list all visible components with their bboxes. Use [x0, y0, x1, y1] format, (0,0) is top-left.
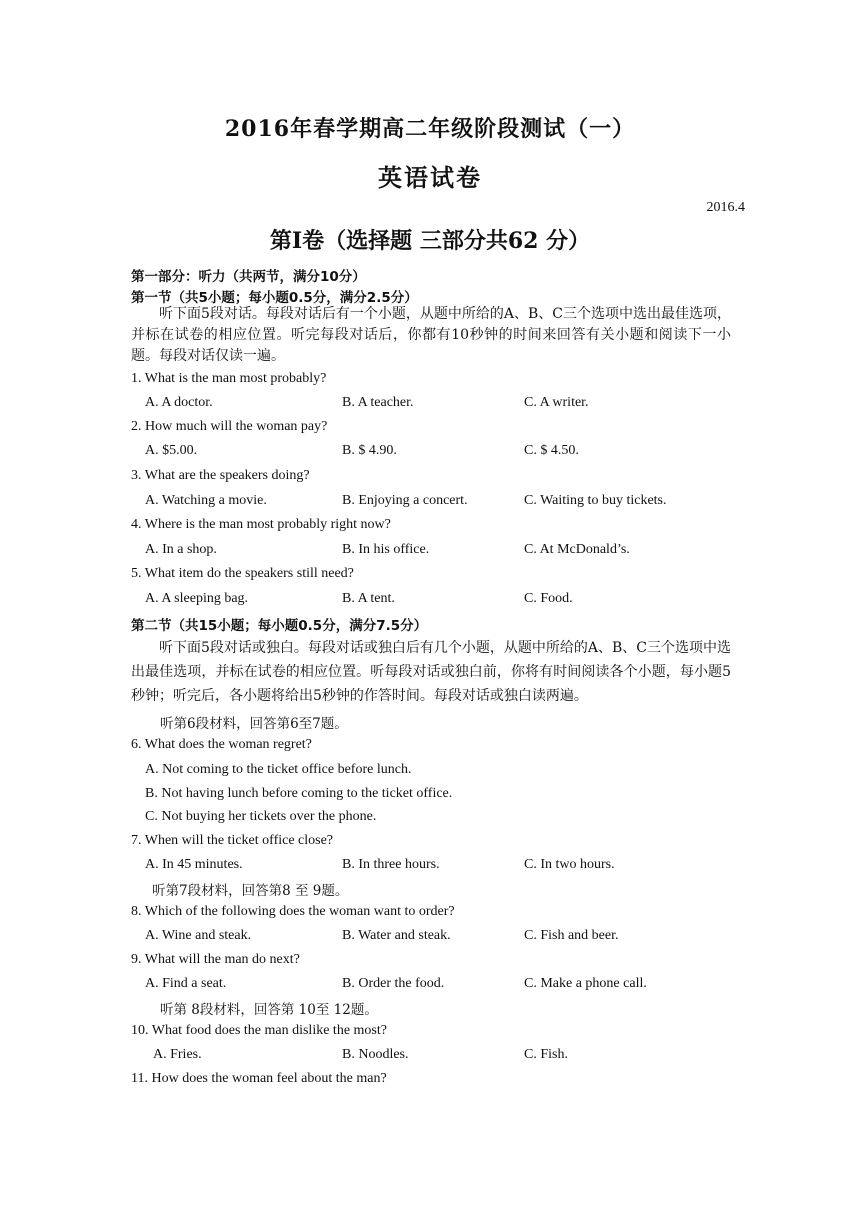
question-4: 4. Where is the man most probably right now?	[131, 517, 391, 532]
q3-option-c: C. Waiting to buy tickets.	[524, 493, 667, 508]
volume-title: 第Ⅰ卷（选择题 三部分共62 分）	[269, 228, 591, 254]
q7-option-c: C. In two hours.	[524, 857, 615, 872]
q9-option-a: A. Find a seat.	[145, 976, 227, 991]
q1-option-c: C. A writer.	[524, 395, 589, 410]
question-10: 10. What food does the man dislike the most?	[131, 1023, 387, 1038]
part1-heading: 第一部分：听力（共两节，满分10分）	[131, 269, 366, 285]
q8-option-a: A. Wine and steak.	[145, 928, 252, 943]
q5-option-a: A. A sleeping bag.	[145, 591, 249, 606]
q9-option-b: B. Order the food.	[342, 976, 445, 991]
q3-option-b: B. Enjoying a concert.	[342, 493, 468, 508]
q2-option-b: B. $ 4.90.	[342, 443, 397, 458]
exam-subtitle: 英语试卷	[378, 163, 482, 192]
q9-option-c: C. Make a phone call.	[524, 976, 647, 991]
question-1: 1. What is the man most probably?	[131, 371, 327, 386]
q7-option-a: A. In 45 minutes.	[145, 857, 243, 872]
q3-option-a: A. Watching a movie.	[145, 493, 267, 508]
question-8: 8. Which of the following does the woman want to order?	[131, 904, 455, 919]
q5-option-c: C. Food.	[524, 591, 573, 606]
q4-option-a: A. In a shop.	[145, 542, 217, 557]
section1-heading: 第一节（共5小题；每小题0.5分，满分2.5分）	[131, 290, 418, 306]
q6-option-b: B. Not having lunch before coming to the ticket office.	[145, 786, 453, 801]
q6-option-a: A. Not coming to the ticket office before lunch.	[145, 762, 412, 777]
question-5: 5. What item do the speakers still need?	[131, 566, 354, 581]
material-6-note: 听第6段材料，回答第6至7题。	[160, 716, 348, 732]
question-3: 3. What are the speakers doing?	[131, 468, 310, 483]
q5-option-b: B. A tent.	[342, 591, 395, 606]
question-11: 11. How does the woman feel about the man?	[131, 1071, 387, 1086]
q2-option-a: A. $5.00.	[145, 443, 198, 458]
q10-option-b: B. Noodles.	[342, 1047, 409, 1062]
q1-option-a: A. A doctor.	[145, 395, 213, 410]
q4-option-c: C. At McDonald’s.	[524, 542, 630, 557]
q10-option-c: C. Fish.	[524, 1047, 568, 1062]
section2-heading: 第二节（共15小题；每小题0.5分，满分7.5分）	[131, 618, 428, 634]
q2-option-c: C. $ 4.50.	[524, 443, 579, 458]
q8-option-c: C. Fish and beer.	[524, 928, 619, 943]
q10-option-a: A. Fries.	[153, 1047, 202, 1062]
q7-option-b: B. In three hours.	[342, 857, 440, 872]
material-7-note: 听第7段材料，回答第8 至 9题。	[152, 883, 349, 899]
section2-instructions: 听下面5段对话或独白。每段对话或独白后有几个小题，从题中所给的A、B、C三个选项中选出最佳选项，并标在试卷的相应位置。听每段对话或独白前，你将有时间阅读各个小题，每小题5秒钟；听完后，各小题将给出5秒钟的作答时间。每段对话或独白读两遍。	[131, 640, 732, 704]
q8-option-b: B. Water and steak.	[342, 928, 451, 943]
material-8-note: 听第 8段材料，回答第 10至 12题。	[160, 1002, 378, 1018]
q4-option-b: B. In his office.	[342, 542, 430, 557]
question-9: 9. What will the man do next?	[131, 952, 300, 967]
question-6: 6. What does the woman regret?	[131, 737, 312, 752]
exam-date: 2016.4	[706, 200, 745, 215]
q6-option-c: C. Not buying her tickets over the phone.	[145, 809, 377, 824]
question-2: 2. How much will the woman pay?	[131, 419, 328, 434]
q1-option-b: B. A teacher.	[342, 395, 414, 410]
section1-instructions: 听下面5段对话。每段对话后有一个小题，从题中所给的A、B、C三个选项中选出最佳选项，并标在试卷的相应位置。听完每段对话后，你都有10秒钟的时间来回答有关小题和阅读下一小题。每段对话仅读一遍。	[131, 306, 732, 364]
exam-title: 2016年春学期高二年级阶段测试（一）	[224, 116, 636, 142]
question-7: 7. When will the ticket office close?	[131, 833, 334, 848]
